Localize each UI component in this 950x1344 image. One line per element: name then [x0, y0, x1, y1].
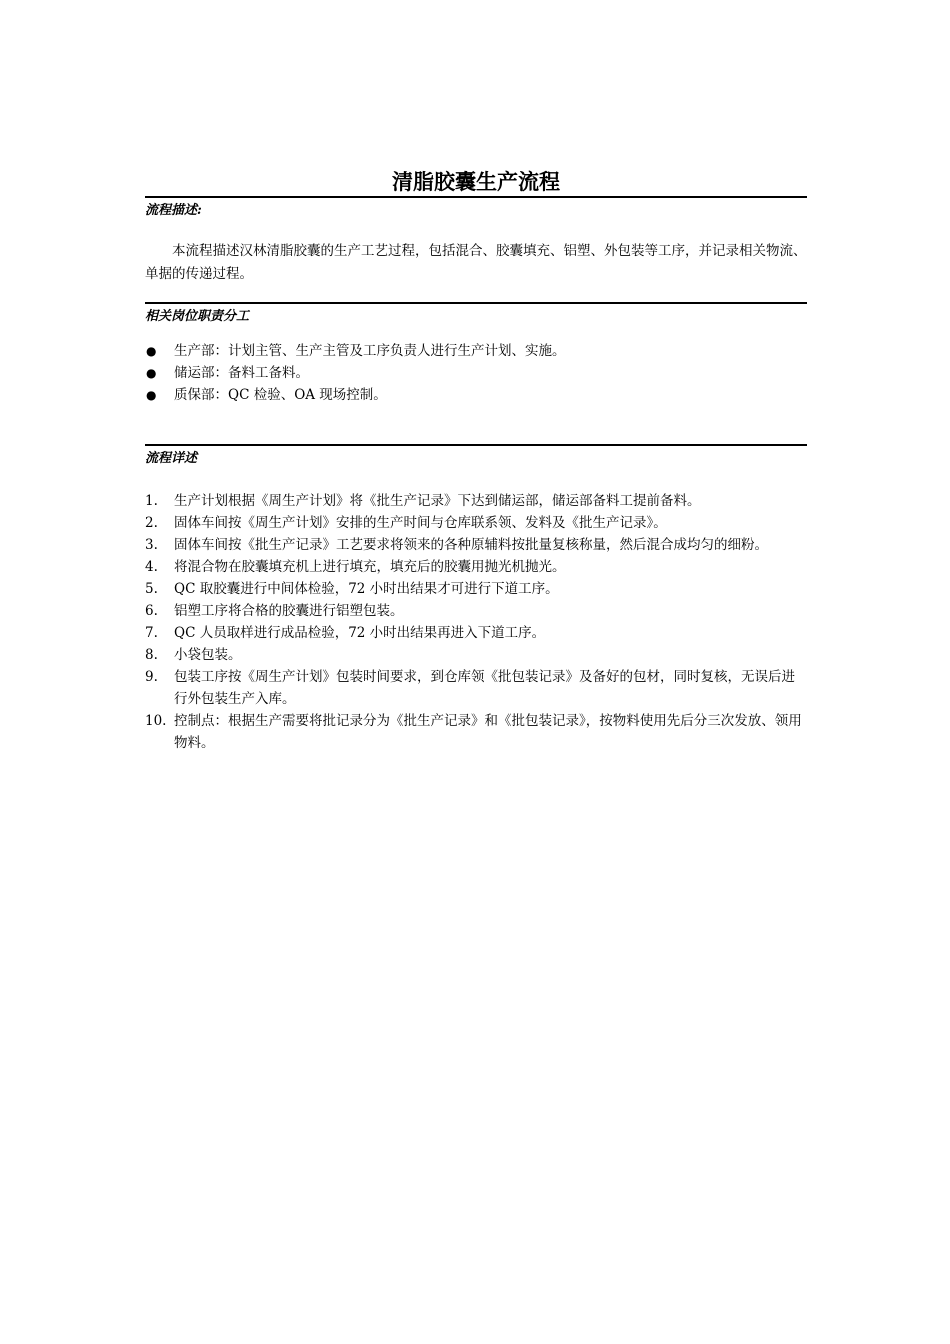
- document-content: [145, 168, 807, 754]
- duty-item: [145, 362, 807, 384]
- step-text: 生产计划根据《周生产计划》将《批生产记录》下达到储运部，储运部备料工提前备料。: [174, 493, 701, 509]
- duty-text: 生产部：计划主管、生产主管及工序负责人进行生产计划、实施。: [174, 343, 566, 359]
- step-item: [145, 512, 807, 534]
- bullet-icon: ●: [146, 344, 157, 358]
- duty-text: 储运部：备料工备料。: [174, 365, 309, 381]
- step-item: [145, 622, 807, 644]
- step-number: 3.: [145, 537, 158, 553]
- step-item: [145, 534, 807, 556]
- step-item: [145, 600, 807, 622]
- step-text: 固体车间按《批生产记录》工艺要求将领来的各种原辅料按批量复核称量，然后混合成均匀的细粉。: [174, 537, 768, 553]
- bullet-icon: ●: [146, 366, 157, 380]
- description-text: 本流程描述汉林清脂胶囊的生产工艺过程，包括混合、胶囊填充、铝塑、外包装等工序，并记录相关物流、单据的传递过程。: [145, 243, 807, 282]
- step-number: 10.: [145, 713, 167, 729]
- bullet-icon: ●: [146, 388, 157, 402]
- step-item: [145, 666, 807, 710]
- step-item: [145, 490, 807, 512]
- step-item: [145, 644, 807, 666]
- step-text: 固体车间按《周生产计划》安排的生产时间与仓库联系领、发料及《批生产记录》。: [174, 515, 667, 531]
- step-number: 8.: [145, 647, 158, 663]
- duties-list: [145, 340, 807, 406]
- step-item: [145, 556, 807, 578]
- step-number: 1.: [145, 493, 158, 509]
- details-heading: 流程详述: [145, 451, 198, 466]
- step-number: 6.: [145, 603, 158, 619]
- duties-heading: 相关岗位职责分工: [145, 309, 250, 324]
- duties-rule: [145, 302, 807, 304]
- duty-text: 质保部：QC 检验、OA 现场控制。: [174, 387, 387, 403]
- step-text: 将混合物在胶囊填充机上进行填充，填充后的胶囊用抛光机抛光。: [174, 559, 566, 575]
- description-heading: 流程描述:: [145, 203, 202, 218]
- step-number: 9.: [145, 669, 158, 685]
- step-number: 4.: [145, 559, 158, 575]
- details-rule: [145, 444, 807, 446]
- duty-item: [145, 340, 807, 362]
- step-number: 7.: [145, 625, 158, 641]
- duty-item: [145, 384, 807, 406]
- document-title: 清脂胶囊生产流程: [392, 170, 560, 194]
- step-text: 控制点：根据生产需要将批记录分为《批生产记录》和《批包装记录》，按物料使用先后分三次发放、领用物料。: [174, 713, 802, 751]
- step-text: 小袋包装。: [174, 647, 242, 663]
- step-text: QC 人员取样进行成品检验，72 小时出结果再进入下道工序。: [174, 625, 546, 641]
- step-item: [145, 710, 807, 754]
- steps-list: [145, 490, 807, 754]
- step-text: 铝塑工序将合格的胶囊进行铝塑包装。: [174, 603, 404, 619]
- step-item: [145, 578, 807, 600]
- step-text: 包装工序按《周生产计划》包装时间要求，到仓库领《批包装记录》及备好的包材，同时复核，无误后进行外包装生产入库。: [174, 669, 795, 707]
- step-number: 5.: [145, 581, 158, 597]
- step-number: 2.: [145, 515, 158, 531]
- step-text: QC 取胶囊进行中间体检验，72 小时出结果才可进行下道工序。: [174, 581, 559, 597]
- title-rule: [145, 196, 807, 198]
